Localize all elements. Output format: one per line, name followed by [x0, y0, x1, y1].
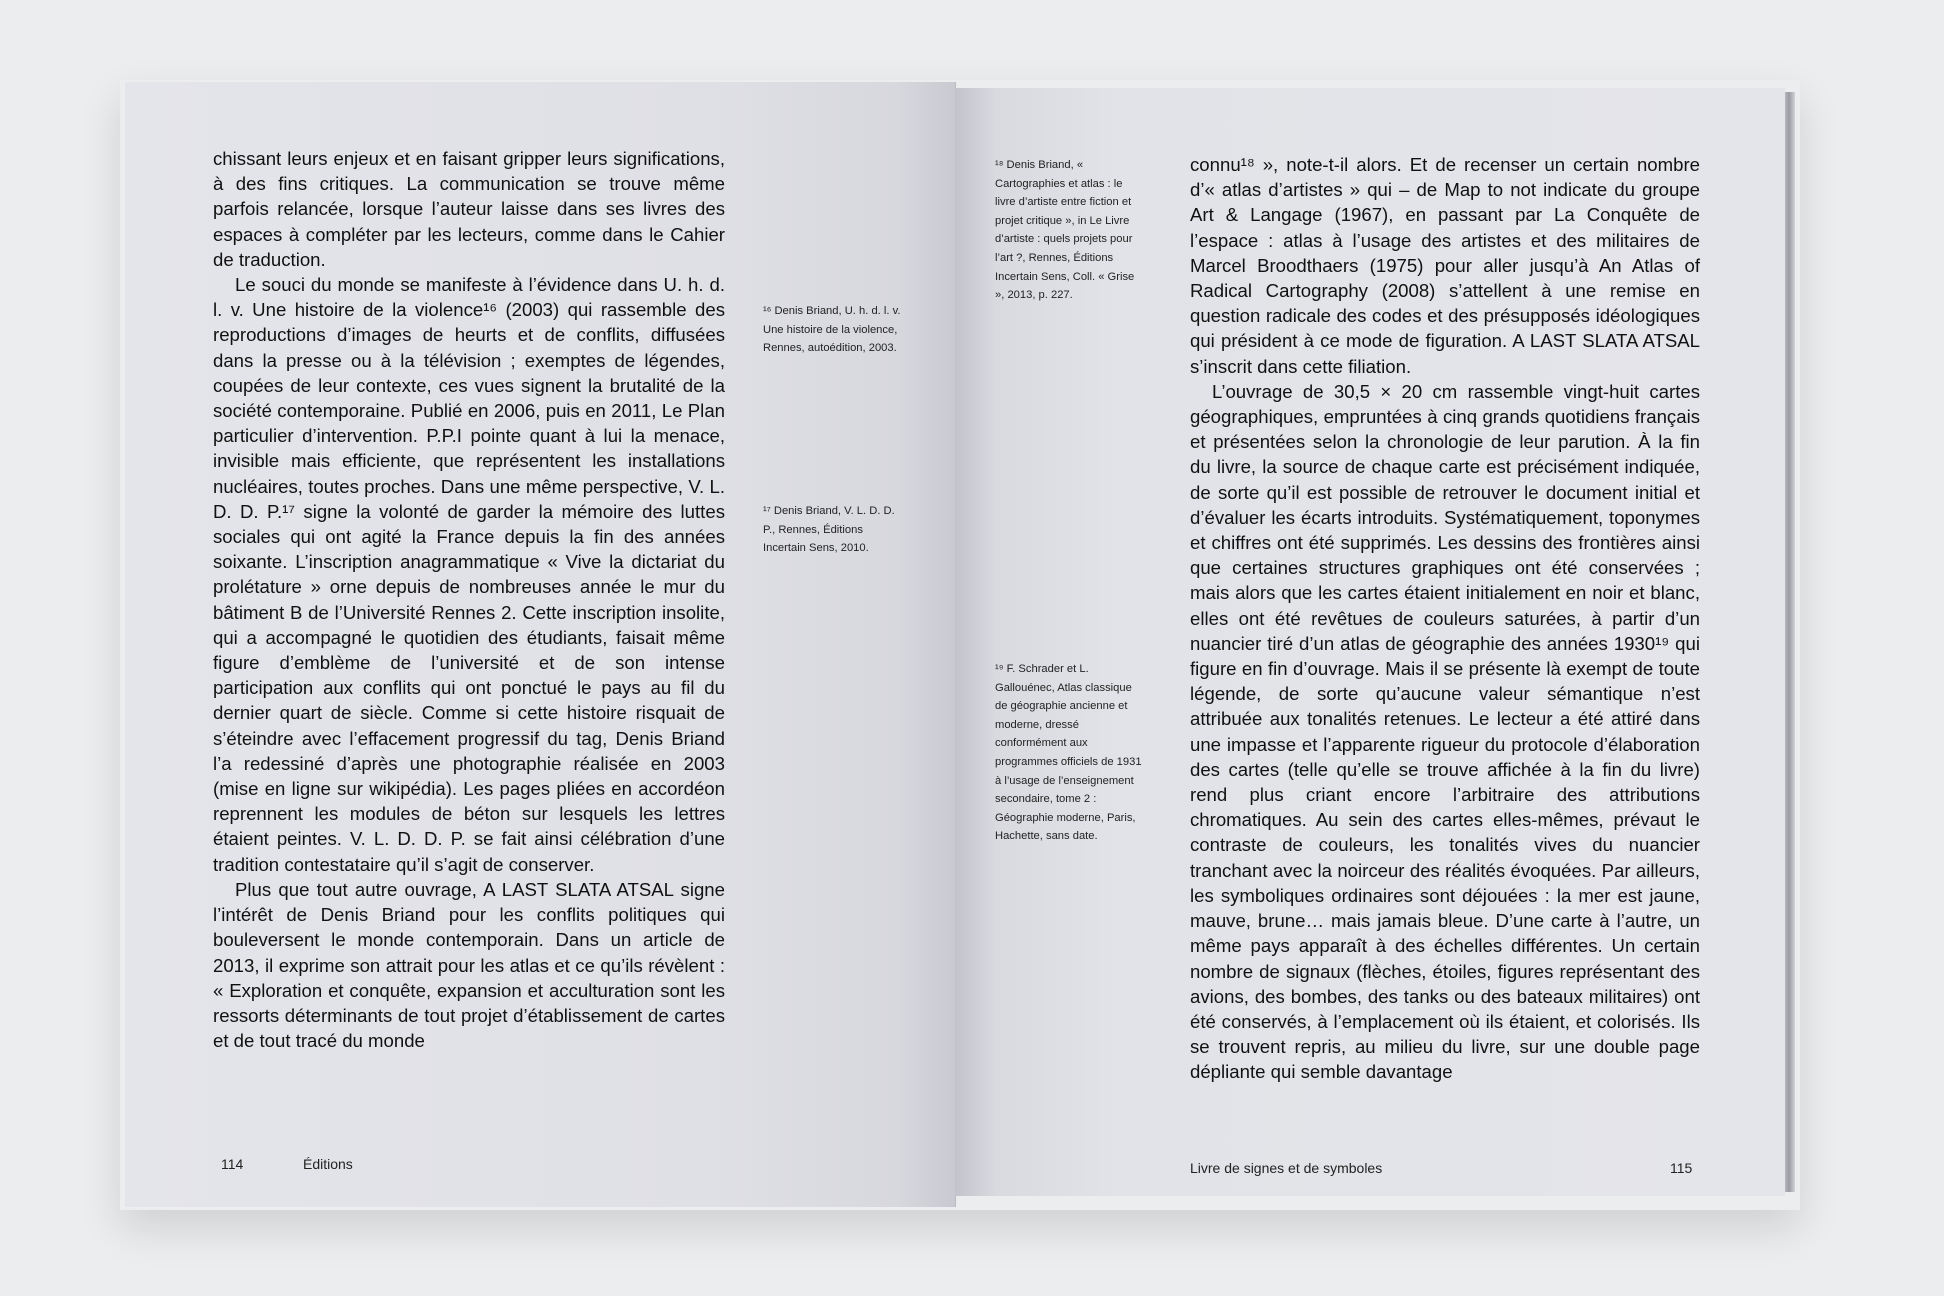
footnote-19: ¹⁹ F. Schrader et L. Gallouénec, Atlas classique de géographie ancienne et moderne, dressé conformément aux programmes officiels de 1931 à l’usage de l’enseignement secondaire, tome 2 : Géographie moderne, Paris, Hachette, sans date.: [995, 663, 1142, 843]
right-folio: 115: [1670, 1160, 1693, 1176]
left-paragraph-3: Plus que tout autre ouvrage, A LAST SLATA ATSAL signe l’intérêt de Denis Briand pour les conflits politiques qui bouleversent le monde contemporain. Dans un article de 2013, il exprime son attrait pour les atlas et ce qu’ils révèlent : « Exploration et conquête, expansion et acculturation sont les ressorts déterminants de tout projet d’établissement de cartes et de tout tracé du monde: [213, 878, 725, 1052]
right-running-head: Livre de signes et de symboles: [1190, 1160, 1383, 1176]
left-page: [125, 82, 956, 1207]
left-body-text: [213, 146, 725, 1053]
right-body-text: [1190, 152, 1700, 1085]
footnote-17: ¹⁷ Denis Briand, V. L. D. D. P., Rennes, Éditions Incertain Sens, 2010.: [763, 505, 895, 555]
left-running-head: Éditions: [303, 1156, 353, 1172]
right-paragraph-2: L’ouvrage de 30,5 × 20 cm rassemble vingt-huit cartes géographiques, empruntées à cinq grands quotidiens français et présentées selon la chronologie de leur parution. À la fin du livre, la source de chaque carte est précisément indiquée, de sorte qu’il est possible de retrouver le document initial et d’évaluer les écarts introduits. Systématiquement, toponymes et chiffres ont été supprimés. Les dessins des frontières ainsi que certaines structures graphiques ont été conservées ; mais alors que les cartes étaient initialement en noir et blanc, elles ont été revêtues de couleurs saturées, à partir d’un nuancier tiré d’un atlas de géographie des années 1930¹⁹ qui figure en fin d’ouvrage. Mais il se présente là exempt de toute légende, de sorte qu’aucune valeur sémantique n’est attribuée aux tonalités retenues. Le lecteur a été attiré dans une impasse et l’apparente rigueur du protocole d’élaboration des cartes (telle qu’elle se trouve affichée à la fin du livre) rend plus criant encore l’arbitraire des attributions chromatiques. Au sein des cartes elles-mêmes, prévaut le contraste de couleurs, les tonalités vives du nuancier tranchant avec la noirceur des réalités évoquées. Par ailleurs, les symboliques ordinaires sont déjouées : la mer est jaune, mauve, brune… mais jamais bleue. D’une carte à l’autre, un même pays apparaît à des échelles différentes. Un certain nombre de signaux (flèches, étoiles, figures représentant des avions, des bombes, des tanks ou des bateaux militaires) ont été conservés, à l’emplacement où ils étaient, et colorisés. Ils se trouvent repris, au milieu du livre, sur une double page dépliante qui semble davantage: [1190, 380, 1700, 1083]
footnote-18: ¹⁸ Denis Briand, « Cartographies et atlas : le livre d’artiste entre fiction et projet critique », in Le Livre d’artiste : quels projets pour l’art ?, Rennes, Éditions Incertain Sens, Coll. « Grise », 2013, p. 227.: [995, 159, 1135, 302]
right-page: [955, 88, 1785, 1196]
left-folio: 114: [221, 1156, 244, 1172]
left-paragraph-2: Le souci du monde se manifeste à l’évidence dans U. h. d. l. v. Une histoire de la violence¹⁶ (2003) qui rassemble des reproductions d’images de heurts et de conflits, diffusées dans la presse ou à la télévision ; exemptes de légendes, coupées de leur contexte, ces vues signent la brutalité de la société contemporaine. Publié en 2006, puis en 2011, Le Plan particulier d’intervention. P.P.I pointe quant à lui la menace, invisible mais efficiente, que représentent les installations nucléaires, toutes proches. Dans une même perspective, V. L. D. D. P.¹⁷ signe la volonté de garder la mémoire des luttes sociales qui ont agité la France depuis la fin des années soixante. L’inscription anagrammatique « Vive la dictariat du prolétature » orne depuis de nombreuses année le mur du bâtiment B de l’Université Rennes 2. Cette inscription insolite, qui a accompagné le quotidien des étudiants, faisait même figure d’emblème de l’université et de son intense participation aux conflits qui ont ponctué le pays au fil du dernier quart de siècle. Comme si cette histoire risquait de s’éteindre avec l’effacement progressif du tag, Denis Briand l’a redessiné d’après une photographie réalisée en 2003 (mise en ligne sur wikipédia). Les pages pliées en accordéon reprennent les modules de béton sur lesquels les lettres étaient peintes. V. L. D. D. P. se fait ainsi célébration d’une tradition contestataire qu’il s’agit de conserver.: [213, 274, 725, 875]
page-block-edge: [1785, 92, 1795, 1192]
right-paragraph-1: connu¹⁸ », note-t-il alors. Et de recenser un certain nombre d’« atlas d’artistes » qui – de Map to not indicate du groupe Art & Langage (1967), en passant par La Conquête de l’espace : atlas à l’usage des artistes et des militaires de Marcel Broodthaers (1975) pour aller jusqu’à An Atlas of Radical Cartography (2008) s’attellent à une remise en question radicale des codes et des présupposés idéologiques qui président à ce mode de figuration. A LAST SLATA ATSAL s’inscrit dans cette filiation.: [1190, 154, 1700, 377]
footnote-16: ¹⁶ Denis Briand, U. h. d. l. v. Une histoire de la violence, Rennes, autoédition, 2003.: [763, 305, 901, 355]
left-paragraph-1: chissant leurs enjeux et en faisant gripper leurs significations, à des fins critiques. La communication se trouve même parfois relancée, lorsque l’auteur laisse dans ses livres des espaces à compléter par les lecteurs, comme dans le Cahier de traduction.: [213, 148, 725, 270]
